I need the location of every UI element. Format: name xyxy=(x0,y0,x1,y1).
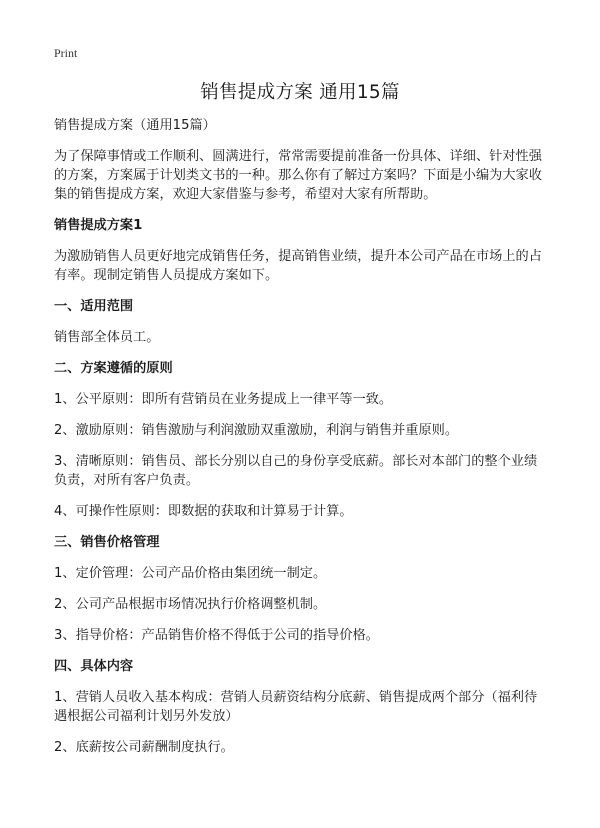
principle-item: 4、可操作性原则：即数据的获取和计算易于计算。 xyxy=(54,504,353,519)
document-subtitle: 销售提成方案（通用15篇） xyxy=(54,118,216,133)
scope-heading: 一、适用范围 xyxy=(54,299,134,314)
print-link[interactable]: Print xyxy=(54,46,78,60)
details-heading: 四、具体内容 xyxy=(54,659,134,674)
principle-item: 2、激励原则：销售激励与利润激励双重激励，利润与销售并重原则。 xyxy=(54,423,459,438)
section-title: 销售提成方案1 xyxy=(54,218,143,233)
pricing-item: 1、定价管理：公司产品价格由集团统一制定。 xyxy=(54,566,327,581)
principles-heading: 二、方案遵循的原则 xyxy=(54,361,173,376)
principle-item: 1、公平原则：即所有营销员在业务提成上一律平等一致。 xyxy=(54,392,393,407)
document-title: 销售提成方案 通用15篇 xyxy=(200,82,400,103)
intro-paragraph: 为了保障事情或工作顺利、圆满进行，常常需要提前准备一份具体、详细、针对性强的方案，方案属于计划类文书的一种。那么你有了解过方案吗？下面是小编为大家收集的销售提成方案，欢迎大家借鉴与参考，希望对大家有所帮助。 xyxy=(54,149,542,202)
pricing-heading: 三、销售价格管理 xyxy=(54,535,160,550)
pricing-item: 2、公司产品根据市场情况执行价格调整机制。 xyxy=(54,597,327,612)
pricing-item: 3、指导价格：产品销售价格不得低于公司的指导价格。 xyxy=(54,628,379,643)
details-item: 2、底薪按公司薪酬制度执行。 xyxy=(54,740,234,755)
details-item: 1、营销人员收入基本构成：营销人员薪资结构分底薪、销售提成两个部分（福利待遇根据公司福利计划另外发放） xyxy=(54,690,538,724)
scope-text: 销售部全体员工。 xyxy=(54,330,160,345)
principle-item: 3、清晰原则：销售员、部长分别以自己的身份享受底薪。部长对本部门的整个业绩负责，对所有客户负责。 xyxy=(54,454,538,488)
section-intro-paragraph: 为激励销售人员更好地完成销售任务，提高销售业绩，提升本公司产品在市场上的占有率。现制定销售人员提成方案如下。 xyxy=(54,249,542,283)
document-body xyxy=(54,116,548,769)
